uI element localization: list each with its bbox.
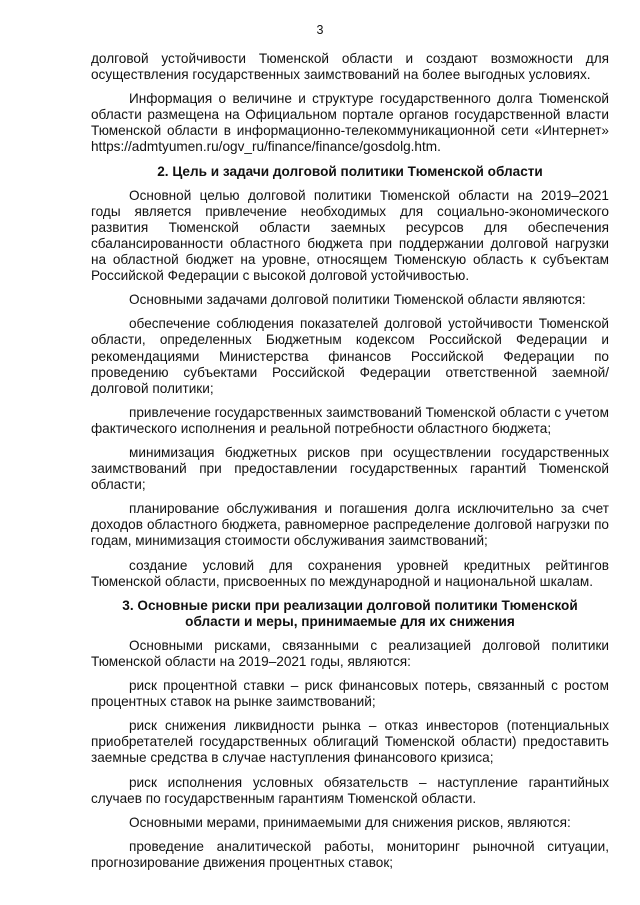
page-number: 3: [316, 23, 324, 37]
paragraph-debt-info: Информация о величине и структуре государственного долга Тюменской области размещена на Официальном портале органов государственной власти Тюменской области в информационно-телекоммуникационной сети «Интернет» https://admtyumen.ru/ogv_ru/finance/finance/gosdolg.htm.: [91, 91, 609, 155]
section-3-heading: [91, 598, 609, 630]
section-3-heading-line-2: области и меры, принимаемые для их снижения: [185, 613, 515, 629]
section-2-heading: 2. Цель и задачи долговой политики Тюменской области: [157, 163, 543, 179]
risk-item: риск процентной ставки – риск финансовых потерь, связанный с ростом процентных ставок на рынке заимствований;: [91, 678, 609, 710]
section-2-goal-paragraph: Основной целью долговой политики Тюменской области на 2019–2021 годы является привлечение необходимых для социально-экономического развития Тюменской области заемных ресурсов для обеспечения сбалансированности областного бюджета при поддержании долговой нагрузки на областной бюджет на уровне, относящем Тюменскую область к субъектам Российской Федерации с высокой долговой устойчивостью.: [91, 187, 609, 284]
task-item: минимизация бюджетных рисков при осуществлении государственных заимствований при предоставлении государственных гарантий Тюменской области;: [91, 444, 609, 493]
risk-item: риск снижения ликвидности рынка – отказ инвесторов (потенциальных приобретателей государственных облигаций Тюменской области) предоставить заемные средства в случае наступления финансового кризиса;: [91, 718, 609, 766]
section-3-measures-intro: Основными мерами, принимаемыми для снижения рисков, являются:: [129, 814, 571, 830]
section-2-tasks-intro: Основными задачами долговой политики Тюменской области являются:: [129, 292, 586, 308]
section-3-heading-line-1: 3. Основные риски при реализации долговой политики Тюменской: [122, 597, 578, 613]
paragraph-continuation: долговой устойчивости Тюменской области и создают возможности для осуществления государственных заимствований на более выгодных условиях.: [91, 51, 609, 83]
task-item: привлечение государственных заимствований Тюменской области с учетом фактического исполнения и реальной потребности областного бюджета;: [91, 404, 609, 436]
risk-item: риск исполнения условных обязательств – наступление гарантийных случаев по государственным гарантиям Тюменской области.: [91, 774, 609, 806]
page-content: [91, 51, 609, 879]
task-item: обеспечение соблюдения показателей долговой устойчивости Тюменской области, определенных Бюджетным кодексом Российской Федерации и рекомендациями Министерства финансов Российской Федерации по проведению субъектами Российской Федерации ответственной заемной/долговой политики;: [91, 316, 609, 396]
task-item: планирование обслуживания и погашения долга исключительно за счет доходов областного бюджета, равномерное распределение долговой нагрузки по годам, минимизация стоимости обслуживания заимствований;: [91, 501, 609, 549]
task-item: создание условий для сохранения уровней кредитных рейтингов Тюменской области, присвоенных по международной и национальной шкалам.: [91, 557, 609, 589]
measure-item: проведение аналитической работы, мониторинг рыночной ситуации, прогнозирование движения процентных ставок;: [91, 838, 609, 870]
section-3-risks-intro: Основными рисками, связанными с реализацией долговой политики Тюменской области на 2019–2021 годы, являются:: [91, 637, 609, 669]
